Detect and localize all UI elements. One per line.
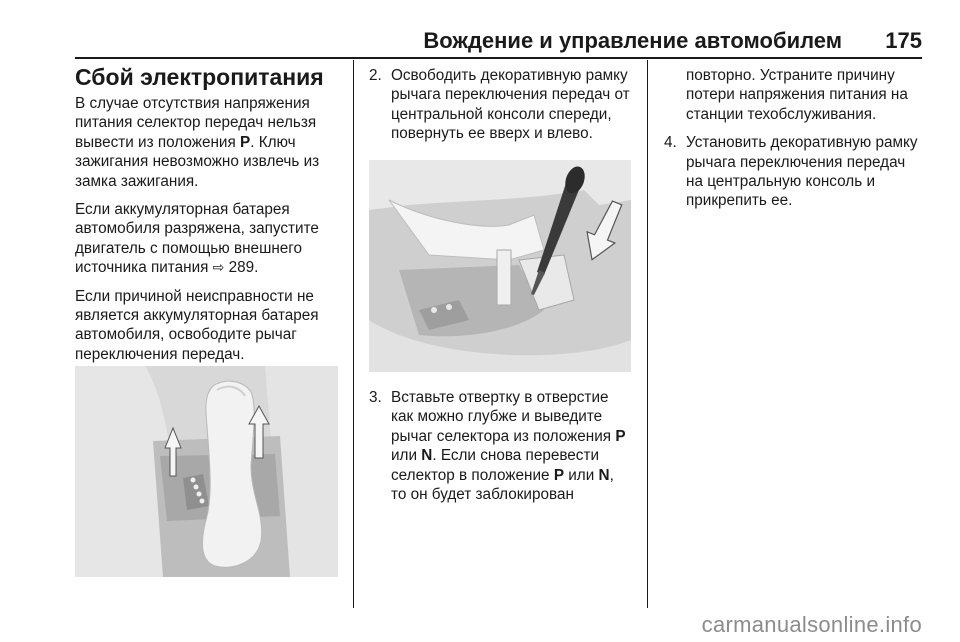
middle-column [369,66,633,153]
middle-column-lower [369,388,633,513]
step-3-text-a: Вставьте отвертку в отверстие как можно глубже и выведите рычаг селектора из положения [391,389,616,445]
step-3-bold-p2: P [553,466,565,484]
step-3-bold-p1: P [615,427,626,445]
left-column [75,63,341,402]
right-column [664,66,926,220]
step-3-continued-text: повторно. Устраните причину потери напряжения питания на станции техобслуживания. [686,67,908,123]
step-4 [664,133,926,211]
step-3-bold-n2: N [598,466,610,484]
step-2 [369,66,633,144]
step-3-number: 3. [369,389,382,406]
paragraph-no-power [75,94,341,191]
step-3-bold-n1: N [421,447,433,465]
step-4-text: Установить декоративную рамку рычага переключения передач на центральную консоль и прикрепить ее. [686,134,918,210]
step-2-number: 2. [369,67,382,84]
step-3 [369,388,633,504]
step-2-text: Освободить декоративную рамку рычага переключения передач от центральной консоли спереди, повернуть ее вверх и влево. [391,67,630,143]
column-divider-right [647,60,648,608]
section-title: Сбой электропитания [75,64,324,90]
p1-text-a: В случае отсутствия напряжения питания селектор передач нельзя вывести из положения [75,95,317,151]
p1-text-b: . Ключ зажигания невозможно извлечь из замка зажигания. [75,133,320,190]
running-header-title: Вождение и управление автомобилем [423,28,842,53]
watermark: carmanualsonline.info [701,612,922,637]
header-rule [75,57,922,59]
step-3-or-2: или [564,466,599,484]
page-number: 175 [885,28,922,53]
figure-gear-selector [75,366,338,577]
step-4-number: 4. [664,134,677,152]
screwdriver-illustration [369,160,631,372]
figure-screwdriver [369,160,631,372]
step-3-text-c: . Если снова перевести селектор в положение [391,447,600,484]
paragraph-release-lever: Если причиной неисправности не является аккумуляторная батарея автомобиля, освободите рычаг переключения передач. [75,287,319,363]
step-3-text [391,388,633,504]
page-ref-number[interactable]: 289. [224,259,259,277]
p1-bold-p: P [240,133,251,151]
gear-selector-illustration [75,366,338,577]
page-ref-arrow-icon: ⇨ [212,259,225,276]
paragraph-battery [75,200,341,278]
p2-text: Если аккумуляторная батарея автомобиля разряжена, запустите двигатель с помощью внешнего источника питания [75,201,319,277]
step-3-continued [664,66,926,124]
step-3-text-d: , то он будет заблокирован [391,466,614,504]
column-divider-left [353,60,354,608]
step-3-or-1: или [391,447,422,465]
